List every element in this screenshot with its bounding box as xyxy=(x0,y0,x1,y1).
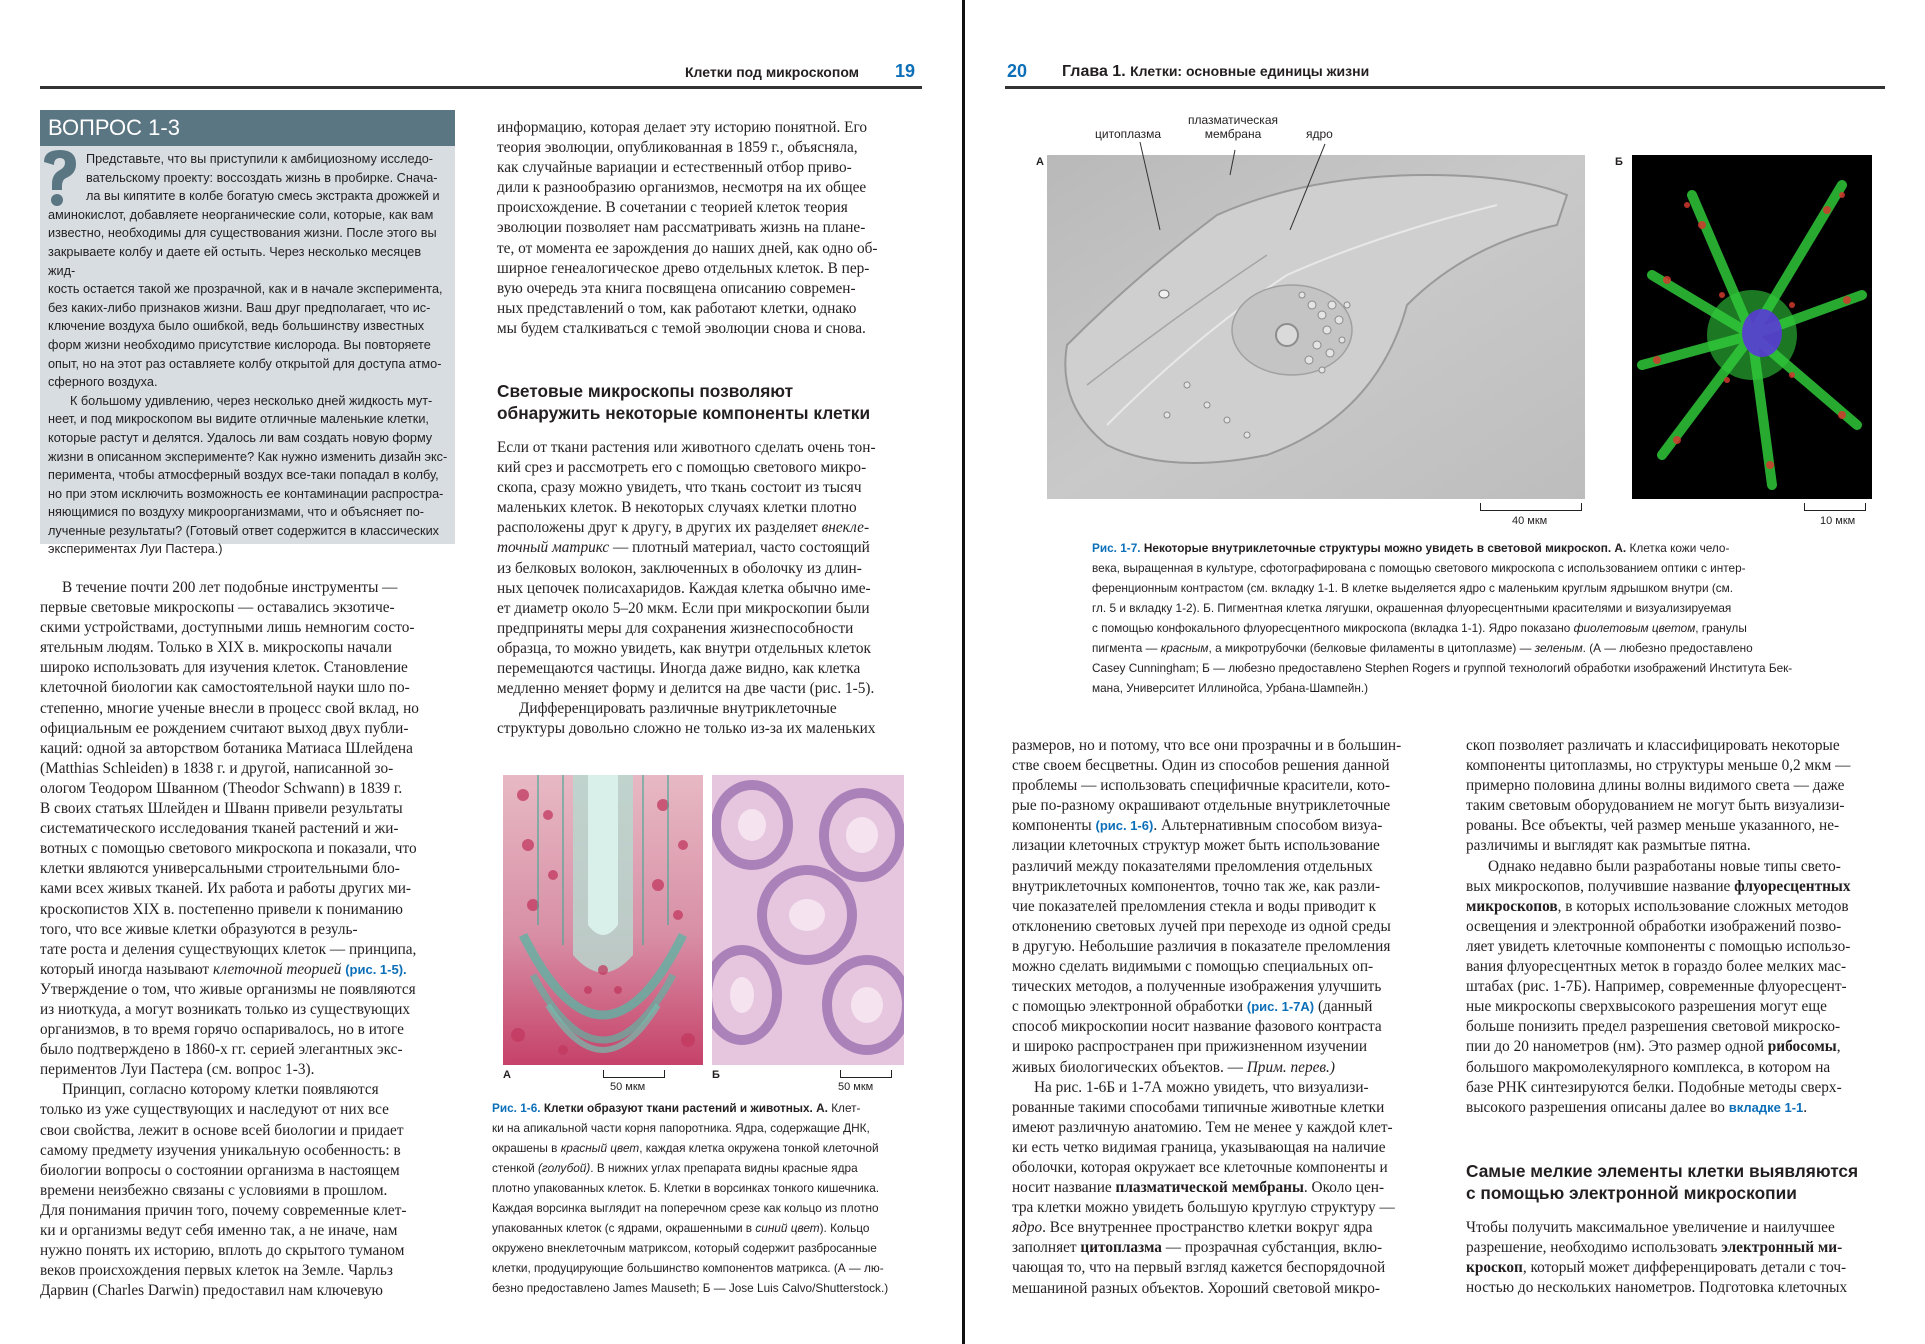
body-column-2-section: Если от ткани растения или животного сделать очень тон- кий срез и рассмотреть его с помощью светового микро- скопа, сразу можно увидеть, что ткань состоит из тысяч маленьких клеток. В некоторых случаях клетки плотно расположены друг к другу, в других их разделяет внекле- точный матрикс — плотный материал, часто состоящий из белковых волокон, заключенных в оболочку из длин- ных цепочек полисахаридов. Каждая клетка обычно име- ет диаметр около 5–20 мкм. Если при микроскопии были предприняты меры для сохранения жизнеспособности образца, то можно увидеть, как внутри отдельных клеток перемещаются частицы. Иногда даже видно, как клетка медленно меняет форму и делится на две части (рис. 1-5). Дифференцировать различные внутриклеточные структуры довольно сложно не только из-за их маленьких xyxy=(497,439,876,738)
section-heading-electron-microscopy: Самые мелкие элементы клетки выявляются с помощью электронной микроскопии xyxy=(1466,1161,1859,1203)
section-heading-light-microscopes: Световые микроскопы позволяют обнаружить некоторые компоненты клетки xyxy=(497,381,871,423)
figure-1-7b-fluorescence-image xyxy=(1632,155,1872,499)
figure-1-6a-label: А xyxy=(503,1069,511,1081)
label-nucleus: ядро xyxy=(1306,127,1333,141)
running-head-right: Глава 1. Клетки: основные единицы жизни xyxy=(1062,63,1370,80)
body-column-2-top: информацию, которая делает эту историю понятной. Его теория эволюции, опубликованная в 1859 г., объясняла, как случайные вариации и естественный отбор приво- дили к разнообразию организмов, несмотря на их общее происхождение. В сочетании с теорией клеток теория эволюции позволяет нам рассматривать жизнь на плане- те, от момента ее зарождения до наших дней, как одно об- ширное генеалогическое древо отдельных клеток. В пер- вую очередь эта книга посвящена описанию современ- ных представлений о том, как работают клетки, однако мы будем сталкиваться с темой эволюции снова и снова. xyxy=(497,119,878,337)
figure-1-6a-scale-bar xyxy=(603,1070,665,1078)
figure-1-6a-root-tip-image xyxy=(503,775,703,1065)
question-text: Представьте, что вы приступили к амбициозному исследо- вательскому проекту: воссоздать жизнь в пробирке. Снача- ла вы кипятите в колбе богатую смесь экстракта дрожжей и аминокислот, добавляете неорганические соли, которые, как вам известно, необходимы для существования жизни. После этого вы закрываете колбу и даете ей остыть. Через несколько месяцев жид- кость остается такой же прозрачной, как и в начале эксперимента, без каких-либо признаков жизни. Ваш друг предполагает, что ис- ключение воздуха было ошибкой, ведь большинству известных форм жизни необходимо присутствие кислорода. Вы повторяете опыт, но на этот раз оставляете колбу открытой для доступа атмо- сферного воздуха. К большому удивлению, через несколько дней жидкость мут- неет, и под микроскопом вы видите отличные маленькие клетки, которые растут и делятся. Удалось ли вам создать новую форму жизни в описанном эксперименте? Как нужно изменить дизайн экс- перимента, чтобы атмосферный воздух все-таки попадал в колбу, но при этом исключить возможность ее контаминации распростра- няющимися по воздуху микроорганизмами, что и объясняет по- лученные результаты? (Готовый ответ содержится в классических экспериментах Луи Пастера.) xyxy=(48,152,448,557)
header-rule-left xyxy=(40,86,922,89)
figure-1-7a-scale-bar xyxy=(1480,503,1582,511)
question-title: ВОПРОС 1-3 xyxy=(40,110,455,146)
label-cytoplasm: цитоплазма xyxy=(1095,127,1162,141)
figure-1-7a-label: А xyxy=(1036,156,1044,168)
page-spine xyxy=(962,0,965,1344)
body-column-4: скоп позволяет различать и классифицировать некоторые компоненты цитоплазмы, но структуры меньше 0,2 мкм — примерно половина длины волны видимого света — даже таким световым оборудованием не могут быть визуализи- рованы. Все объекты, чей размер меньше указанного, не- различимы и выглядят как размытые пятна. Однако недавно были разработаны новые типы свето- вых микроскопов, получившие название флуоресцентных микроскопов, в которых использование сложных методов освещения и электронной обработки изображений позво- ляет увидеть клеточные компоненты с помощью использо- вания флуоресцентных меток в гораздо более мелких мас- штабах (рис. 1-7Б). Например, современные флуоресцент- ные микроскопы сверхвысокого разрешения могут еще больше понизить предел разрешения световой микроско- пии до 20 нанометров (нм). Это размер одной рибосомы, большого макромолекулярного комплекса, в котором на базе РНК синтезируются белки. Подобные методы сверх- высокого разрешения описаны далее во вкладке 1-1. xyxy=(1466,737,1851,1116)
figure-1-6a-scale-label: 50 мкм xyxy=(610,1081,646,1093)
figure-1-6b-scale-bar xyxy=(840,1070,892,1078)
figure-1-6-caption: Рис. 1-6. Клетки образуют ткани растений и животных. А. Клет- ки на апикальной части корня папоротника. Ядра, содержащие ДНК, окрашены в красный цвет, каждая клетка окружена тонкой клеточной стенкой (голубой). В нижних углах препарата видны красные ядра плотно упакованных клеток. Б. Клетки в ворсинках тонкого кишечника. Каждая ворсинка выглядит на поперечном срезе как кольцо из плотно упакованных клеток (с ядрами, окрашенными в синий цвет). Кольцо окружено внеклеточным матриксом, который содержит разбросанные клетки, продуцирующие большинство компонентов матрикса. (А — лю- безно предоставлено James Mauseth; Б — Jose Luis Calvo/Shutterstock.) xyxy=(492,1101,889,1295)
page-number-19: 19 xyxy=(895,61,916,81)
figure-1-7a-pointer-lines xyxy=(1040,130,1340,230)
figure-1-7a-scale-label: 40 мкм xyxy=(1512,515,1548,527)
header-rule-right xyxy=(1005,86,1885,89)
figure-1-7b-label: Б xyxy=(1615,156,1623,168)
body-column-1: В течение почти 200 лет подобные инструменты — первые световые микроскопы — оставались экзотиче- скими устройствами, доступными лишь немногим состо- ятельным людям. Только в XIX в. микроскопы начали широко использовать для изучения клеток. Становление клеточной биологии как самостоятельной науки шло по- степенно, многие ученые внесли в процесс свой вклад, но официальным ее рождением считают выход двух публи- каций: одной за авторством ботаника Матиаса Шлейдена (Matthias Schleiden) в 1838 г. и другой, написанной зо- ологом Теодором Шванном (Theodor Schwann) в 1839 г. В своих статьях Шлейден и Шванн привели результаты систематического исследования тканей растений и жи- вотных с помощью светового микроскопа и показали, что клетки являются универсальными строительными бло- ками всех живых тканей. Их работа и работы других ми- кроскопистов XIX в. постепенно привели к пониманию того, что все живые клетки образуются в резуль- тате роста и деления существующих клеток — принципа, который иногда называют клеточной теорией (рис. 1-5). Утверждение о том, что живые организмы не появляются из ниоткуда, а могут возникать только из существующих организмов, в то время горячо оспаривалось, но в итоге было подтверждено в 1860-х гг. серией элегантных экс- периментов Луи Пастера (см. вопрос 1-3). Принцип, согласно которому клетки появляются только из уже существующих и наследуют от них все свои свойства, лежит в основе всей биологии и придает самому предмету изучения уникальную особенность: в биологии вопросы о состоянии организма в настоящем времени неизбежно связаны с условиями в прошлом. Для понимания причин того, почему современные клет- ки и организмы ведут себя именно так, а не иначе, нам нужно понять их историю, вплоть до скрытого туманом веков происхождения первых клеток на Земле. Чарльз Дарвин (Charles Darwin) предоставил нам ключевую xyxy=(40,579,419,1300)
running-head-left: Клетки под микроскопом xyxy=(685,64,860,80)
body-column-3: размеров, но и потому, что все они прозрачны и в большин- стве своем бесцветны. Один из способов решения данной проблемы — использовать специфичные красители, кото- рые по-разному окрашивают отдельные внутриклеточные компоненты (рис. 1-6). Альтернативным способом визуа- лизации клеточных структур может быть использование различий между показателями преломления отдельных внутриклеточных компонентов, точно так же, как разли- чие показателей преломления стекла и воды приводит к отклонению световых лучей при переходе из одной среды в другую. Небольшие различия в показателе преломления можно сделать видимыми с помощью специальных оп- тических методов, а полученные изображения улучшить с помощью электронной обработки (рис. 1-7А) (данный способ микроскопии носит название фазового контраста и широко распространен при прижизненном изучении живых биологических объектов. — Прим. перев.) На рис. 1-6Б и 1-7А можно увидеть, что визуализи- рованные такими способами типичные животные клетки имеют различную анатомию. Тем не менее у каждой клет- ки есть четко видимая граница, указывающая на наличие оболочки, которая окружает все клеточные компоненты и носит название плазматической мембраны. Около цен- тра клетки можно увидеть большую круглую структуру — ядро. Все внутреннее пространство клетки вокруг ядра заполняет цитоплазма — прозрачная субстанция, вклю- чающая то, что на первый взгляд кажется беспорядочной мешаниной разных объектов. Хороший световой микро- xyxy=(1012,737,1402,1297)
figure-1-7b-scale-bar xyxy=(1804,503,1866,511)
figure-1-7b-scale-label: 10 мкм xyxy=(1820,515,1856,527)
page-number-20: 20 xyxy=(1007,61,1028,81)
body-column-4-section: Чтобы получить максимальное увеличение и наилучшее разрешение, необходимо использовать электронный ми- кроскоп, который может дифференцировать детали с точ- ностью до нескольких нанометров. Подготовка клеточных xyxy=(1466,1219,1848,1297)
label-plasma-membrane: плазматическая мембрана xyxy=(1187,113,1278,141)
figure-1-7-caption: Рис. 1-7. Некоторые внутриклеточные структуры можно увидеть в световой микроскоп. А. Клетка кожи чело- века, выращенная в культуре, сфотографирована с помощью светового микроскопа с использованием оптики с интер- ференционным контрастом (см. вкладку 1-1. В клетке выделяется ядро с маленьким круглым ядрышком внутри (см. гл. 5 и вкладку 1-2). Б. Пигментная клетка лягушки, окрашенная флуоресцентными красителями и визуализируемая с помощью конфокального флуоресцентного микроскопа (вкладка 1-1). Ядро показано фиолетовым цветом, гранулы пигмента — красным, а микротрубочки (белковые филаменты в цитоплазме) — зеленым. (А — любезно предоставлено Casey Cunningham; Б — любезно предоставлено Stephen Rogers и группой технологий обработки изображений Института Бек- мана, Университет Иллинойса, Урбана-Шампейн.) xyxy=(1092,541,1793,695)
figure-1-6b-label: Б xyxy=(712,1069,720,1081)
figure-1-6b-intestine-image xyxy=(712,775,904,1065)
figure-1-6b-scale-label: 50 мкм xyxy=(838,1081,874,1093)
